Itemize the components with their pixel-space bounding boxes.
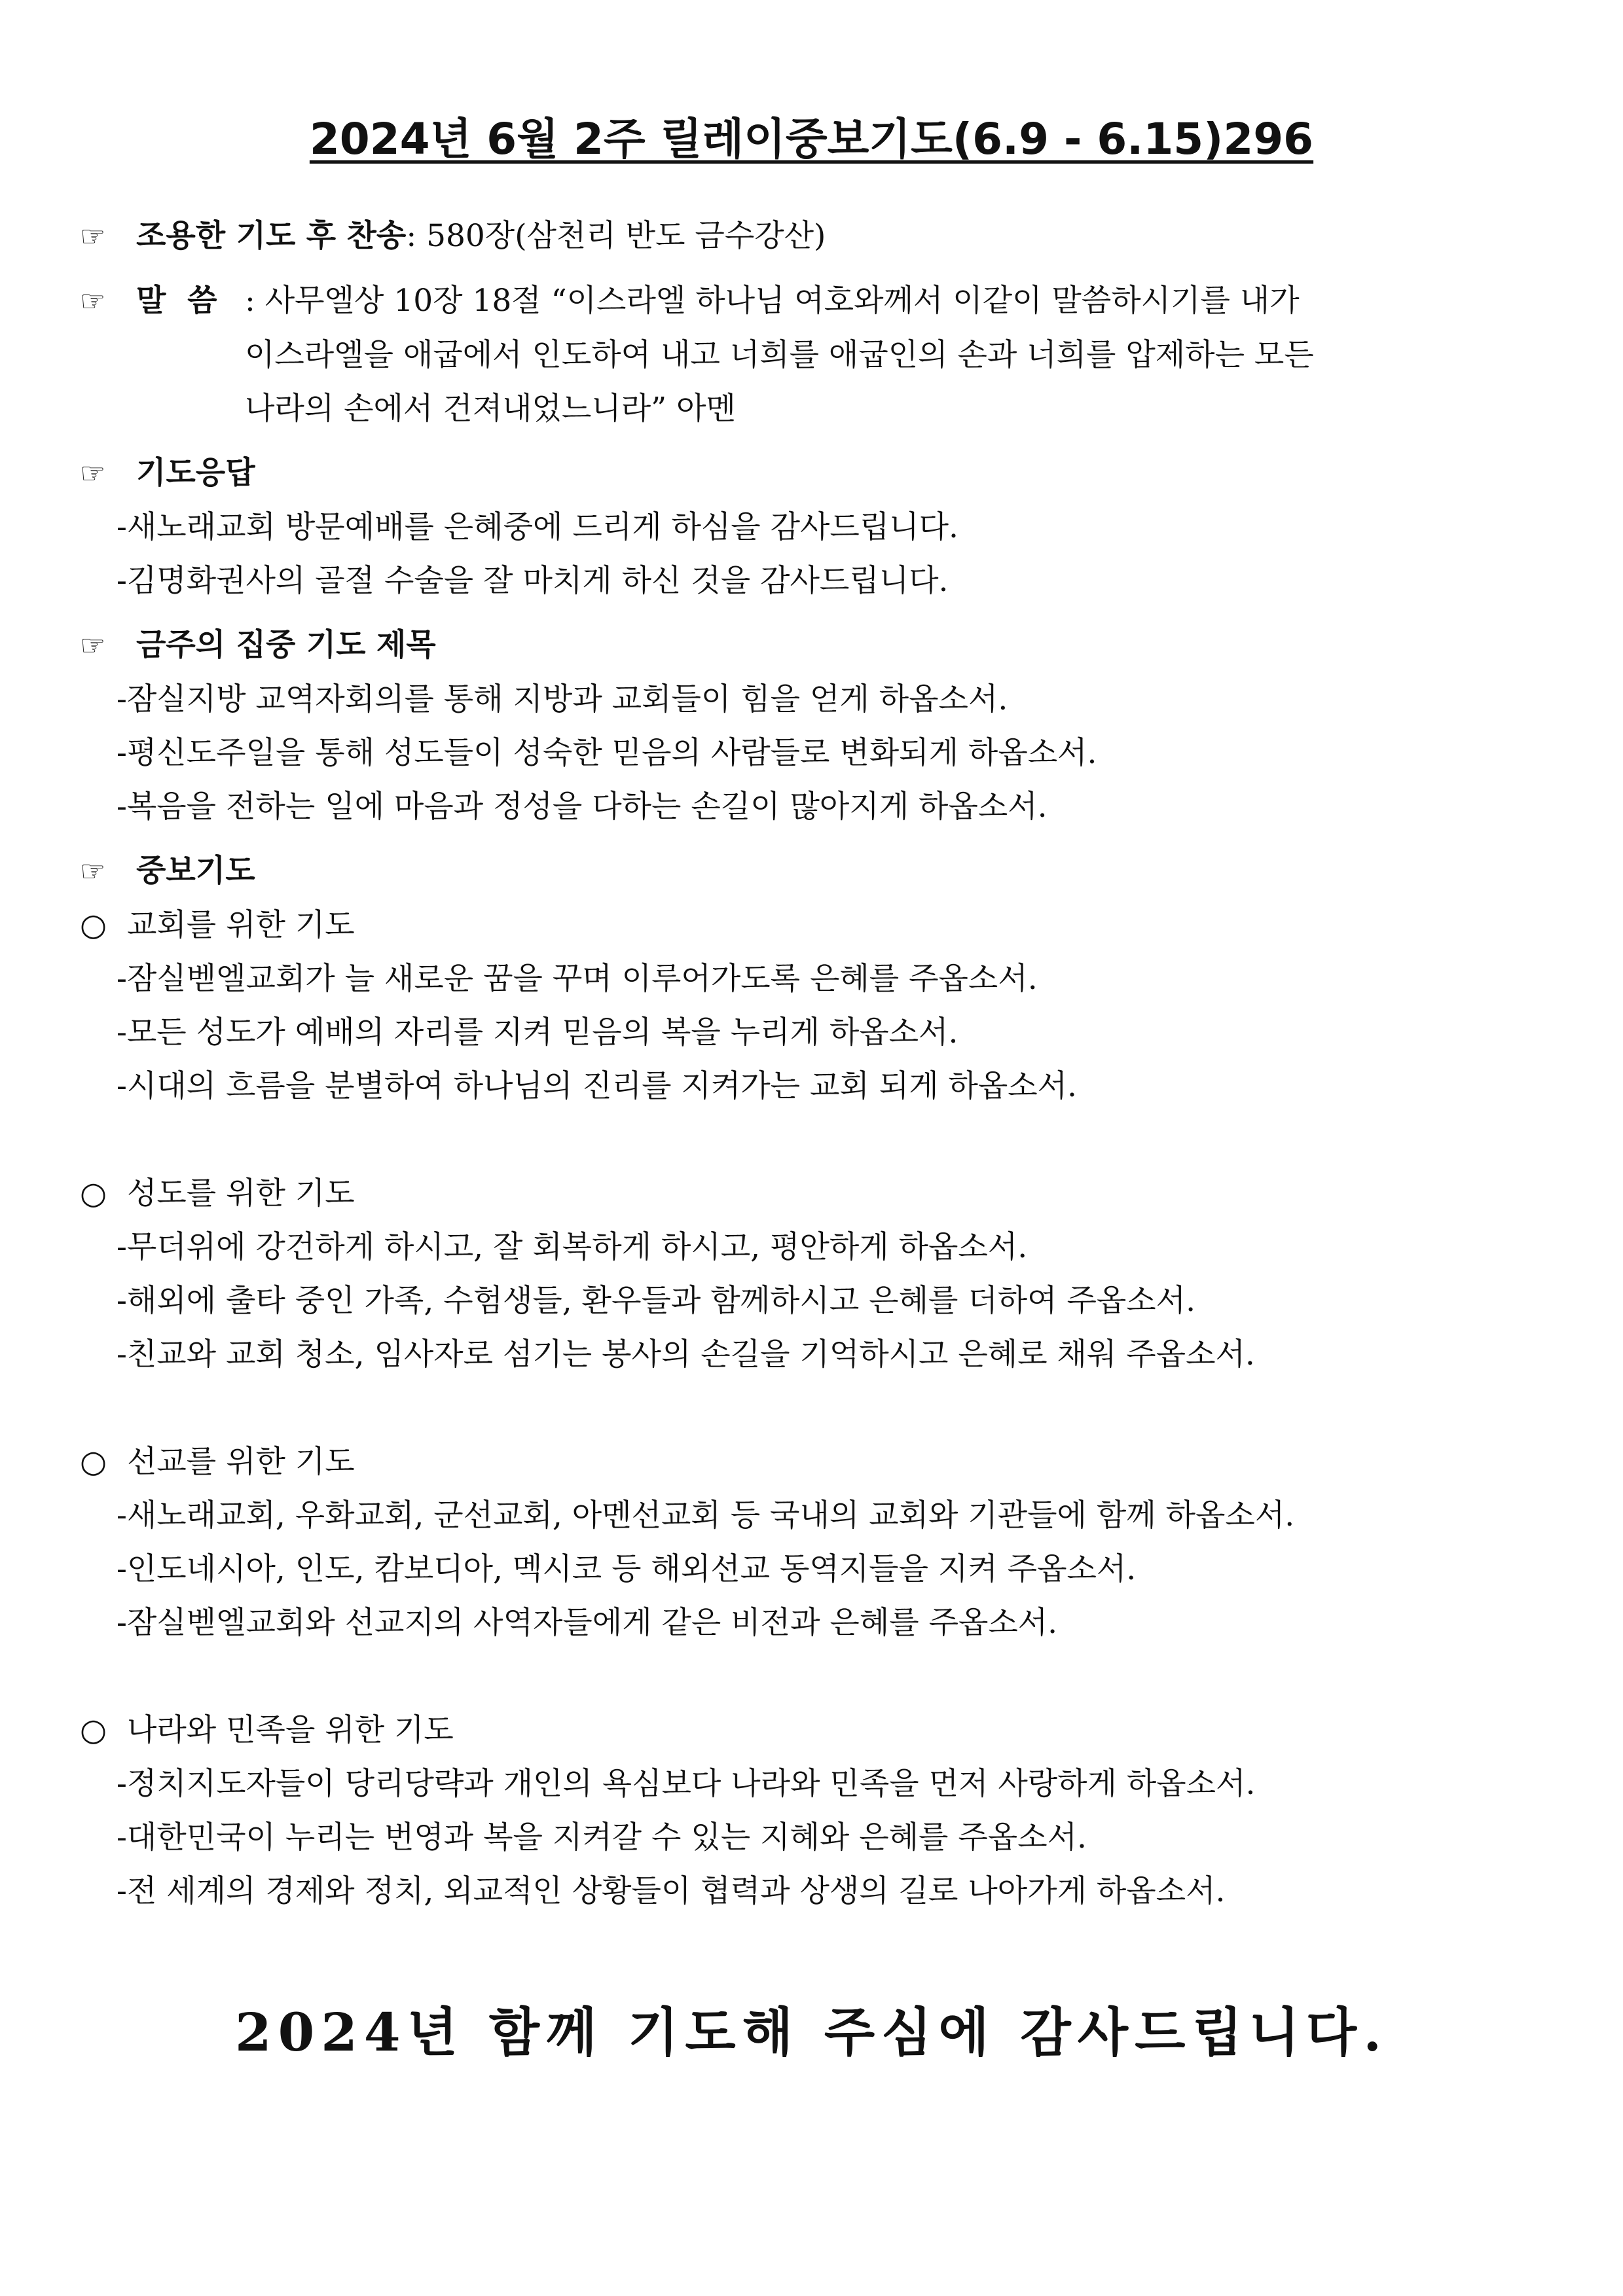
saints-prayer-item: -친교와 교회 청소, 임사자로 섬기는 봉사의 손길을 기억하시고 은혜로 채워 주옵소서. [117, 1336, 1255, 1372]
intercession-label: 중보기도 [136, 853, 255, 889]
page-title [0, 110, 1623, 169]
pointing-hand-icon: ☞ [80, 629, 106, 662]
pointing-hand-icon: ☞ [80, 855, 106, 888]
circle-bullet-icon: ○ [80, 1712, 107, 1748]
focus-item: -복음을 전하는 일에 마음과 정성을 다하는 손길이 많아지게 하옵소서. [117, 789, 1048, 825]
hymn-section [80, 209, 1543, 264]
nation-prayer-item: -전 세계의 경제와 정치, 외교적인 상황들이 협력과 상생의 길로 나아가게 하옵소서. [117, 1873, 1226, 1909]
scripture-line-1: : 사무엘상 10장 18절 “이스라엘 하나님 여호와께서 이같이 말씀하시기를 내가 [245, 283, 1300, 319]
focus-section-heading [80, 619, 1543, 673]
answers-section-heading [80, 446, 1543, 501]
answer-item: -새노래교회 방문예배를 은혜중에 드리게 하심을 감사드립니다. [117, 509, 958, 545]
nation-prayer-item: -대한민국이 누리는 번영과 복을 지켜갈 수 있는 지혜와 은혜를 주옵소서. [117, 1820, 1087, 1856]
church-prayer-item: -시대의 흐름을 분별하여 하나님의 진리를 지켜가는 교회 되게 하옵소서. [117, 1068, 1077, 1104]
closing-thanks: 2024년 함께 기도해 주심에 감사드립니다. [234, 2001, 1389, 2063]
focus-item: -평신도주일을 통해 성도들이 성숙한 믿음의 사람들로 변화되게 하옵소서. [117, 735, 1097, 771]
hymn-text: : 580장(삼천리 반도 금수강산) [406, 218, 826, 254]
saints-prayer-item: -해외에 출타 중인 가족, 수험생들, 환우들과 함께하시고 은혜를 더하여 주옵소서. [117, 1283, 1196, 1319]
saints-prayer-heading: ○ 성도를 위한 기도 [80, 1167, 1543, 1221]
hymn-label: 조용한 기도 후 찬송 [136, 218, 407, 254]
circle-bullet-icon: ○ [80, 1444, 107, 1480]
mission-prayer-item: -잠실벧엘교회와 선교지의 사역자들에게 같은 비전과 은혜를 주옵소서. [117, 1605, 1058, 1641]
focus-item: -잠실지방 교역자회의를 통해 지방과 교회들이 힘을 얻게 하옵소서. [117, 681, 1008, 717]
pointing-hand-icon: ☞ [80, 285, 106, 318]
nation-prayer-heading: ○ 나라와 민족을 위한 기도 [80, 1704, 1543, 1757]
scripture-label: 말 씀 [136, 283, 217, 319]
scripture-line-2: 이스라엘을 애굽에서 인도하여 내고 너희를 애굽인의 손과 너희를 압제하는 모든 [245, 337, 1314, 373]
mission-prayer-item: -새노래교회, 우화교회, 군선교회, 아멘선교회 등 국내의 교회와 기관들에 함께 하옵소서. [117, 1498, 1295, 1534]
nation-prayer-item: -정치지도자들이 당리당략과 개인의 욕심보다 나라와 민족을 먼저 사랑하게 하옵소서. [117, 1766, 1256, 1802]
circle-bullet-icon: ○ [80, 1175, 107, 1211]
focus-label: 금주의 집중 기도 제목 [136, 627, 436, 663]
church-prayer-heading: ○ 교회를 위한 기도 [80, 899, 1543, 952]
mission-prayer-item: -인도네시아, 인도, 캄보디아, 멕시코 등 해외선교 동역지들을 지켜 주옵소서. [117, 1551, 1137, 1587]
scripture-section [80, 274, 1543, 329]
church-prayer-item: -잠실벧엘교회가 늘 새로운 꿈을 꾸며 이루어가도록 은혜를 주옵소서. [117, 961, 1038, 997]
scripture-line-3: 나라의 손에서 건져내었느니라” 아멘 [245, 391, 736, 427]
mission-prayer-heading: ○ 선교를 위한 기도 [80, 1435, 1543, 1489]
answers-label: 기도응답 [136, 455, 255, 491]
pointing-hand-icon: ☞ [80, 457, 106, 490]
pointing-hand-icon: ☞ [80, 220, 106, 253]
document-body [80, 209, 1543, 1918]
saints-prayer-item: -무더위에 강건하게 하시고, 잘 회복하게 하시고, 평안하게 하옵소서. [117, 1229, 1028, 1265]
answer-item: -김명화권사의 골절 수술을 잘 마치게 하신 것을 감사드립니다. [117, 563, 949, 599]
intercession-section-heading [80, 844, 1543, 899]
church-prayer-item: -모든 성도가 예배의 자리를 지켜 믿음의 복을 누리게 하옵소서. [117, 1014, 958, 1050]
circle-bullet-icon: ○ [80, 907, 107, 943]
page-title-text: 2024년 6월 2주 릴레이중보기도(6.9 - 6.15)296 [309, 114, 1314, 164]
